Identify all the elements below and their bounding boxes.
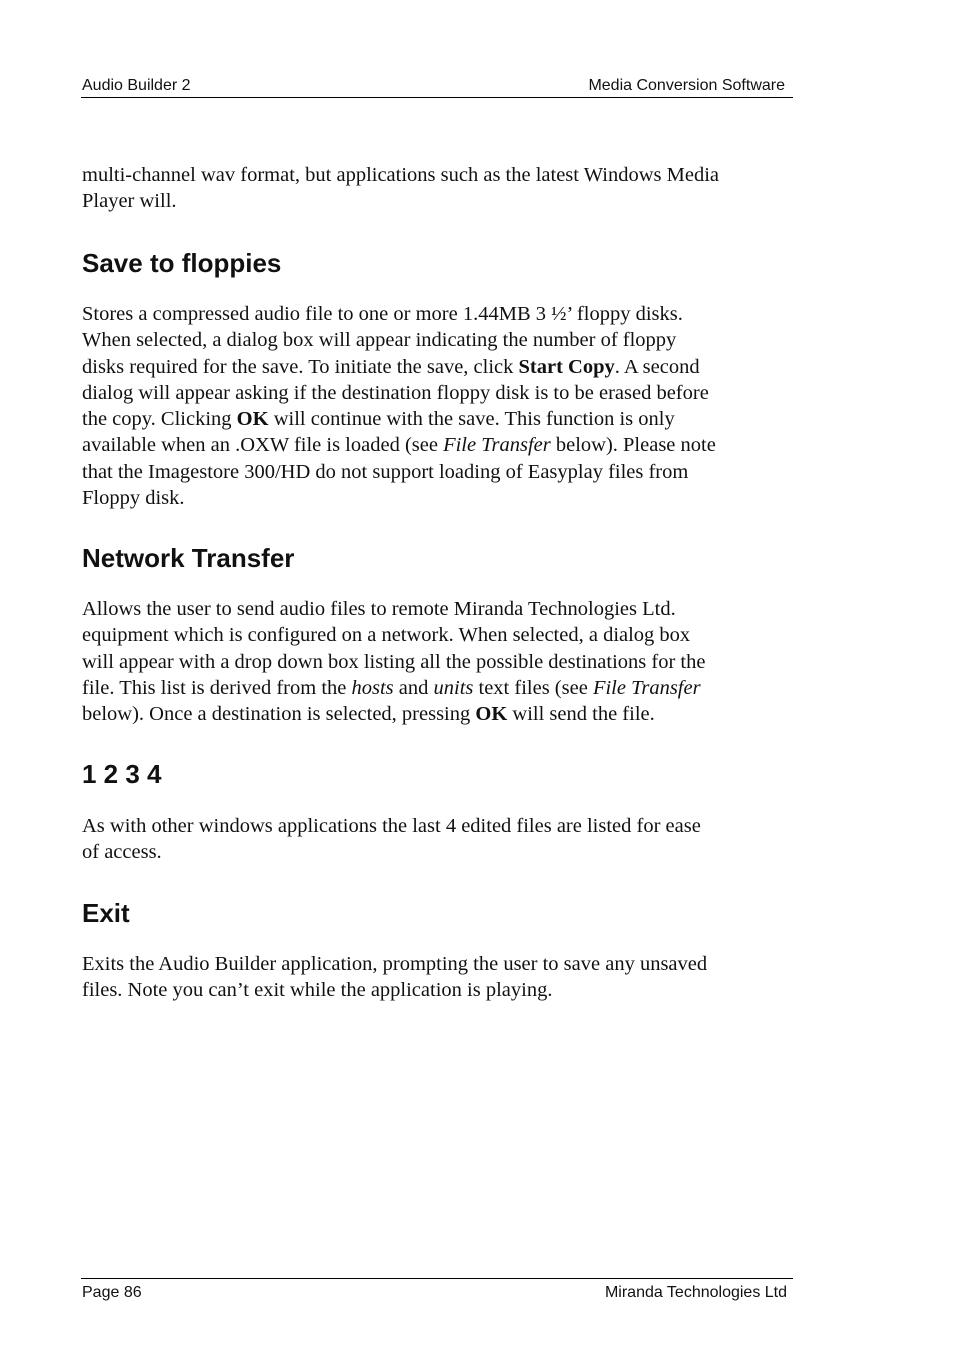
text-line: When selected, a dialog box will appear indicating the number of floppy — [82, 329, 677, 352]
text-line: equipment which is configured on a network. When selected, a dialog box — [82, 624, 691, 647]
bold-term: OK — [236, 408, 269, 431]
bold-term: OK — [475, 703, 508, 726]
italic-term: hosts — [351, 676, 394, 699]
recent-files-paragraph — [82, 813, 701, 866]
text-line: below). Once a destination is selected, pressing — [82, 703, 476, 726]
text-line: that the Imagestore 300/HD do not support loading of Easyplay files from — [82, 460, 689, 483]
section-heading-exit: Exit — [82, 898, 130, 928]
text-line: Allows the user to send audio files to remote Miranda Technologies Ltd. — [82, 598, 676, 620]
text-line: Stores a compressed audio file to one or more 1.44MB 3 ½’ floppy disks. — [82, 303, 683, 325]
exit-paragraph — [82, 951, 707, 1004]
italic-term: units — [433, 676, 474, 699]
text-line: will continue with the save. This function is only — [268, 408, 675, 431]
bold-term: Start Copy — [518, 355, 615, 378]
text-line: dialog will appear asking if the destination floppy disk is to be erased before — [82, 381, 709, 404]
header-subtitle: Media Conversion Software — [588, 77, 785, 94]
text-line: will appear with a drop down box listing all the possible destinations for the — [82, 650, 706, 673]
text-line: disks required for the save. To initiate the save, click — [82, 355, 519, 378]
page-header — [81, 74, 793, 98]
text-line: Exits the Audio Builder application, prompting the user to save any unsaved — [82, 953, 708, 975]
italic-reference: File Transfer — [592, 676, 701, 699]
text-line: the copy. Clicking — [82, 408, 237, 431]
text-line: Player will. — [82, 190, 177, 213]
text-line: As with other windows applications the last 4 edited files are listed for ease — [82, 815, 701, 837]
intro-paragraph — [82, 162, 719, 215]
network-transfer-paragraph — [82, 596, 705, 727]
text-line: will send the file. — [507, 703, 655, 726]
save-to-floppies-paragraph — [82, 301, 716, 511]
text-line: below). Please note — [550, 434, 716, 457]
footer-company: Miranda Technologies Ltd — [604, 1284, 787, 1301]
text-line: and — [393, 676, 434, 699]
text-line: multi-channel wav format, but applications such as the latest Windows Media — [82, 164, 719, 186]
section-heading-save-to-floppies: Save to floppies — [82, 248, 282, 278]
page-footer — [81, 1278, 793, 1307]
text-line: text files (see — [473, 676, 593, 699]
text-line: files. Note you can’t exit while the application is playing. — [82, 979, 553, 1002]
text-line: Floppy disk. — [82, 487, 185, 510]
italic-reference: File Transfer — [443, 434, 551, 457]
page-number: Page 86 — [82, 1284, 142, 1301]
text-line: available when an .OXW file is loaded (see — [82, 434, 444, 457]
section-heading-recent-files: 1 2 3 4 — [82, 759, 162, 789]
section-heading-network-transfer: Network Transfer — [82, 543, 295, 573]
text-line: of access. — [82, 841, 162, 864]
text-line: file. This list is derived from the — [82, 676, 352, 699]
text-line: . A second — [614, 355, 700, 378]
header-title: Audio Builder 2 — [82, 77, 191, 94]
